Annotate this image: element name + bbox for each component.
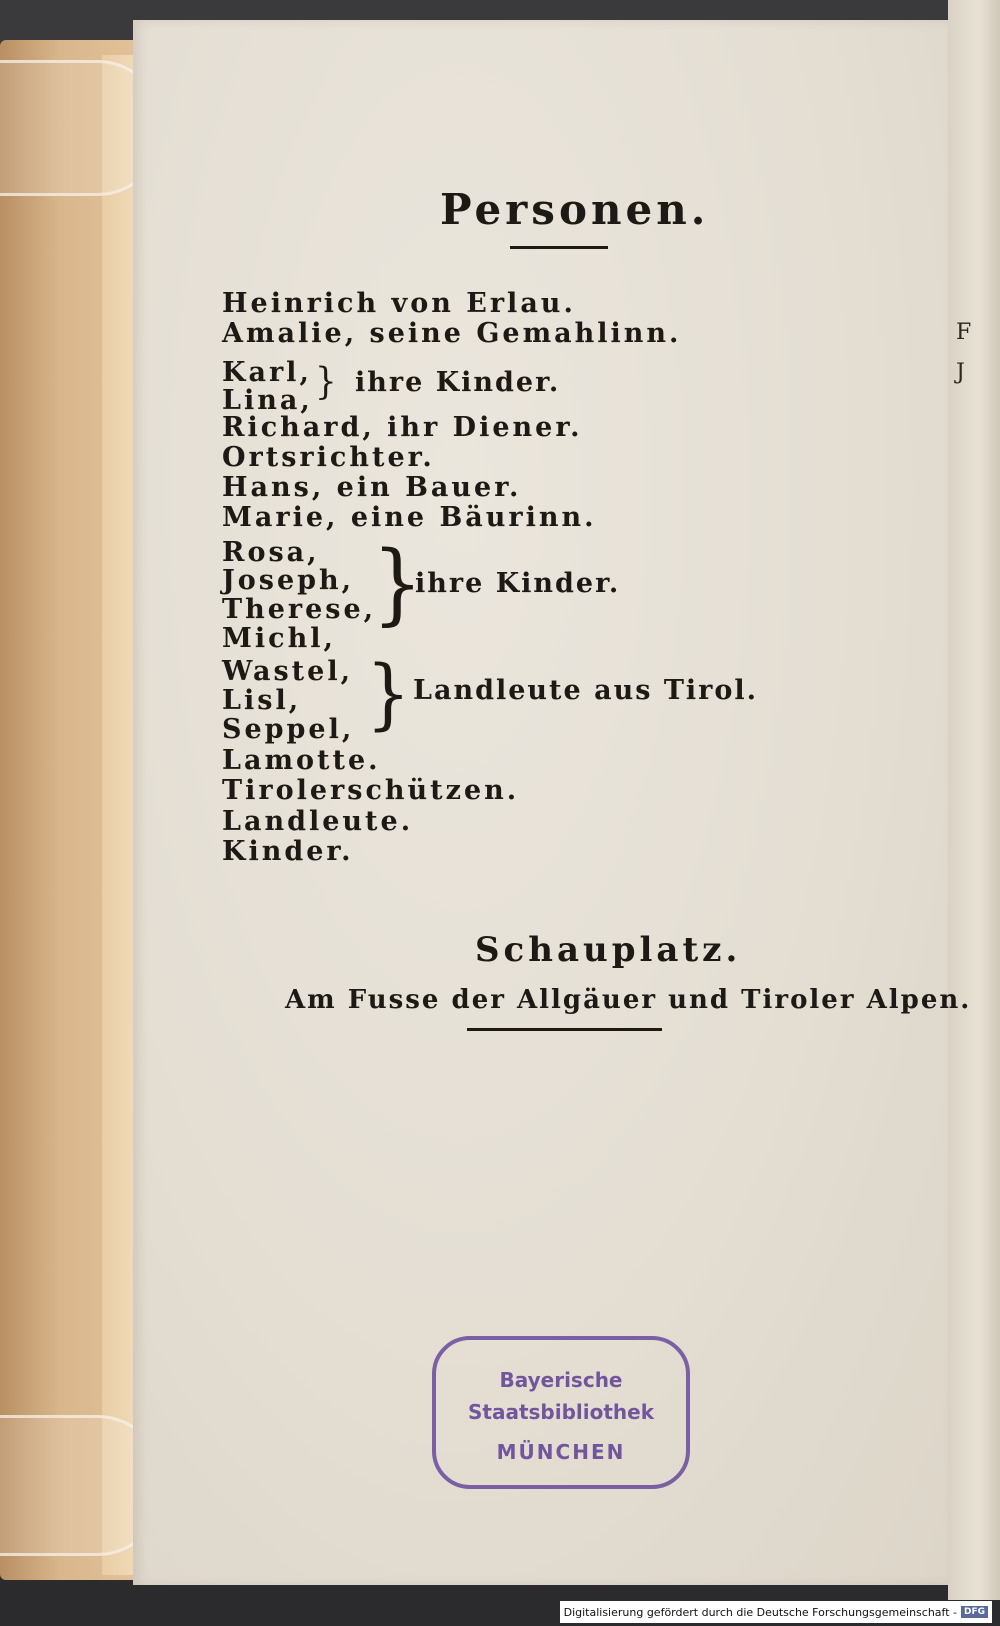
group-label: ihre Kinder. xyxy=(415,568,621,599)
character-entry: Lisl, xyxy=(222,685,302,716)
page-title: Personen. xyxy=(440,185,710,234)
character-entry: Landleute. xyxy=(222,806,414,837)
character-entry: Therese, xyxy=(222,594,377,625)
closing-rule xyxy=(467,1028,662,1031)
stamp-line: Staatsbibliothek xyxy=(467,1400,655,1424)
character-entry: Amalie, seine Gemahlinn. xyxy=(222,318,682,349)
credit-text: Digitalisierung gefördert durch die Deutsche Forschungsgemeinschaft - xyxy=(563,1605,957,1619)
character-entry: Karl, xyxy=(222,357,312,388)
dfg-logo: DFG xyxy=(961,1606,988,1618)
character-entry: Kinder. xyxy=(222,836,354,867)
character-entry: Seppel, xyxy=(222,714,355,745)
character-entry: Hans, ein Bauer. xyxy=(222,472,522,503)
library-stamp xyxy=(432,1336,690,1489)
digitization-credit xyxy=(560,1601,992,1623)
character-entry: Lamotte. xyxy=(222,745,381,776)
character-entry: Joseph, xyxy=(222,565,355,596)
group-brace: } xyxy=(372,532,423,635)
character-entry: Michl, xyxy=(222,623,336,654)
character-entry: Rosa, xyxy=(222,537,320,568)
stamp-line: MÜNCHEN xyxy=(496,1440,626,1464)
character-entry: Heinrich von Erlau. xyxy=(222,288,576,319)
group-label: Landleute aus Tirol. xyxy=(413,675,759,706)
adjacent-page-fragment: J xyxy=(956,360,965,385)
character-entry: Richard, ihr Diener. xyxy=(222,412,583,443)
title-rule xyxy=(510,246,608,249)
scene-description: Am Fusse der Allgäuer und Tiroler Alpen. xyxy=(285,985,972,1015)
character-entry: Lina, xyxy=(222,385,313,416)
character-entry: Ortsrichter. xyxy=(222,442,435,473)
group-label: ihre Kinder. xyxy=(355,367,561,398)
character-entry: Marie, eine Bäurinn. xyxy=(222,502,597,533)
stamp-line: Bayerische xyxy=(499,1368,623,1392)
adjacent-page-fragment: F xyxy=(956,320,972,345)
group-brace: } xyxy=(315,360,337,404)
character-entry: Tirolerschützen. xyxy=(222,775,520,806)
character-entry: Wastel, xyxy=(222,656,353,687)
adjacent-page-edge xyxy=(948,0,1000,1600)
group-brace: } xyxy=(366,648,411,739)
scene-heading: Schauplatz. xyxy=(475,930,742,970)
